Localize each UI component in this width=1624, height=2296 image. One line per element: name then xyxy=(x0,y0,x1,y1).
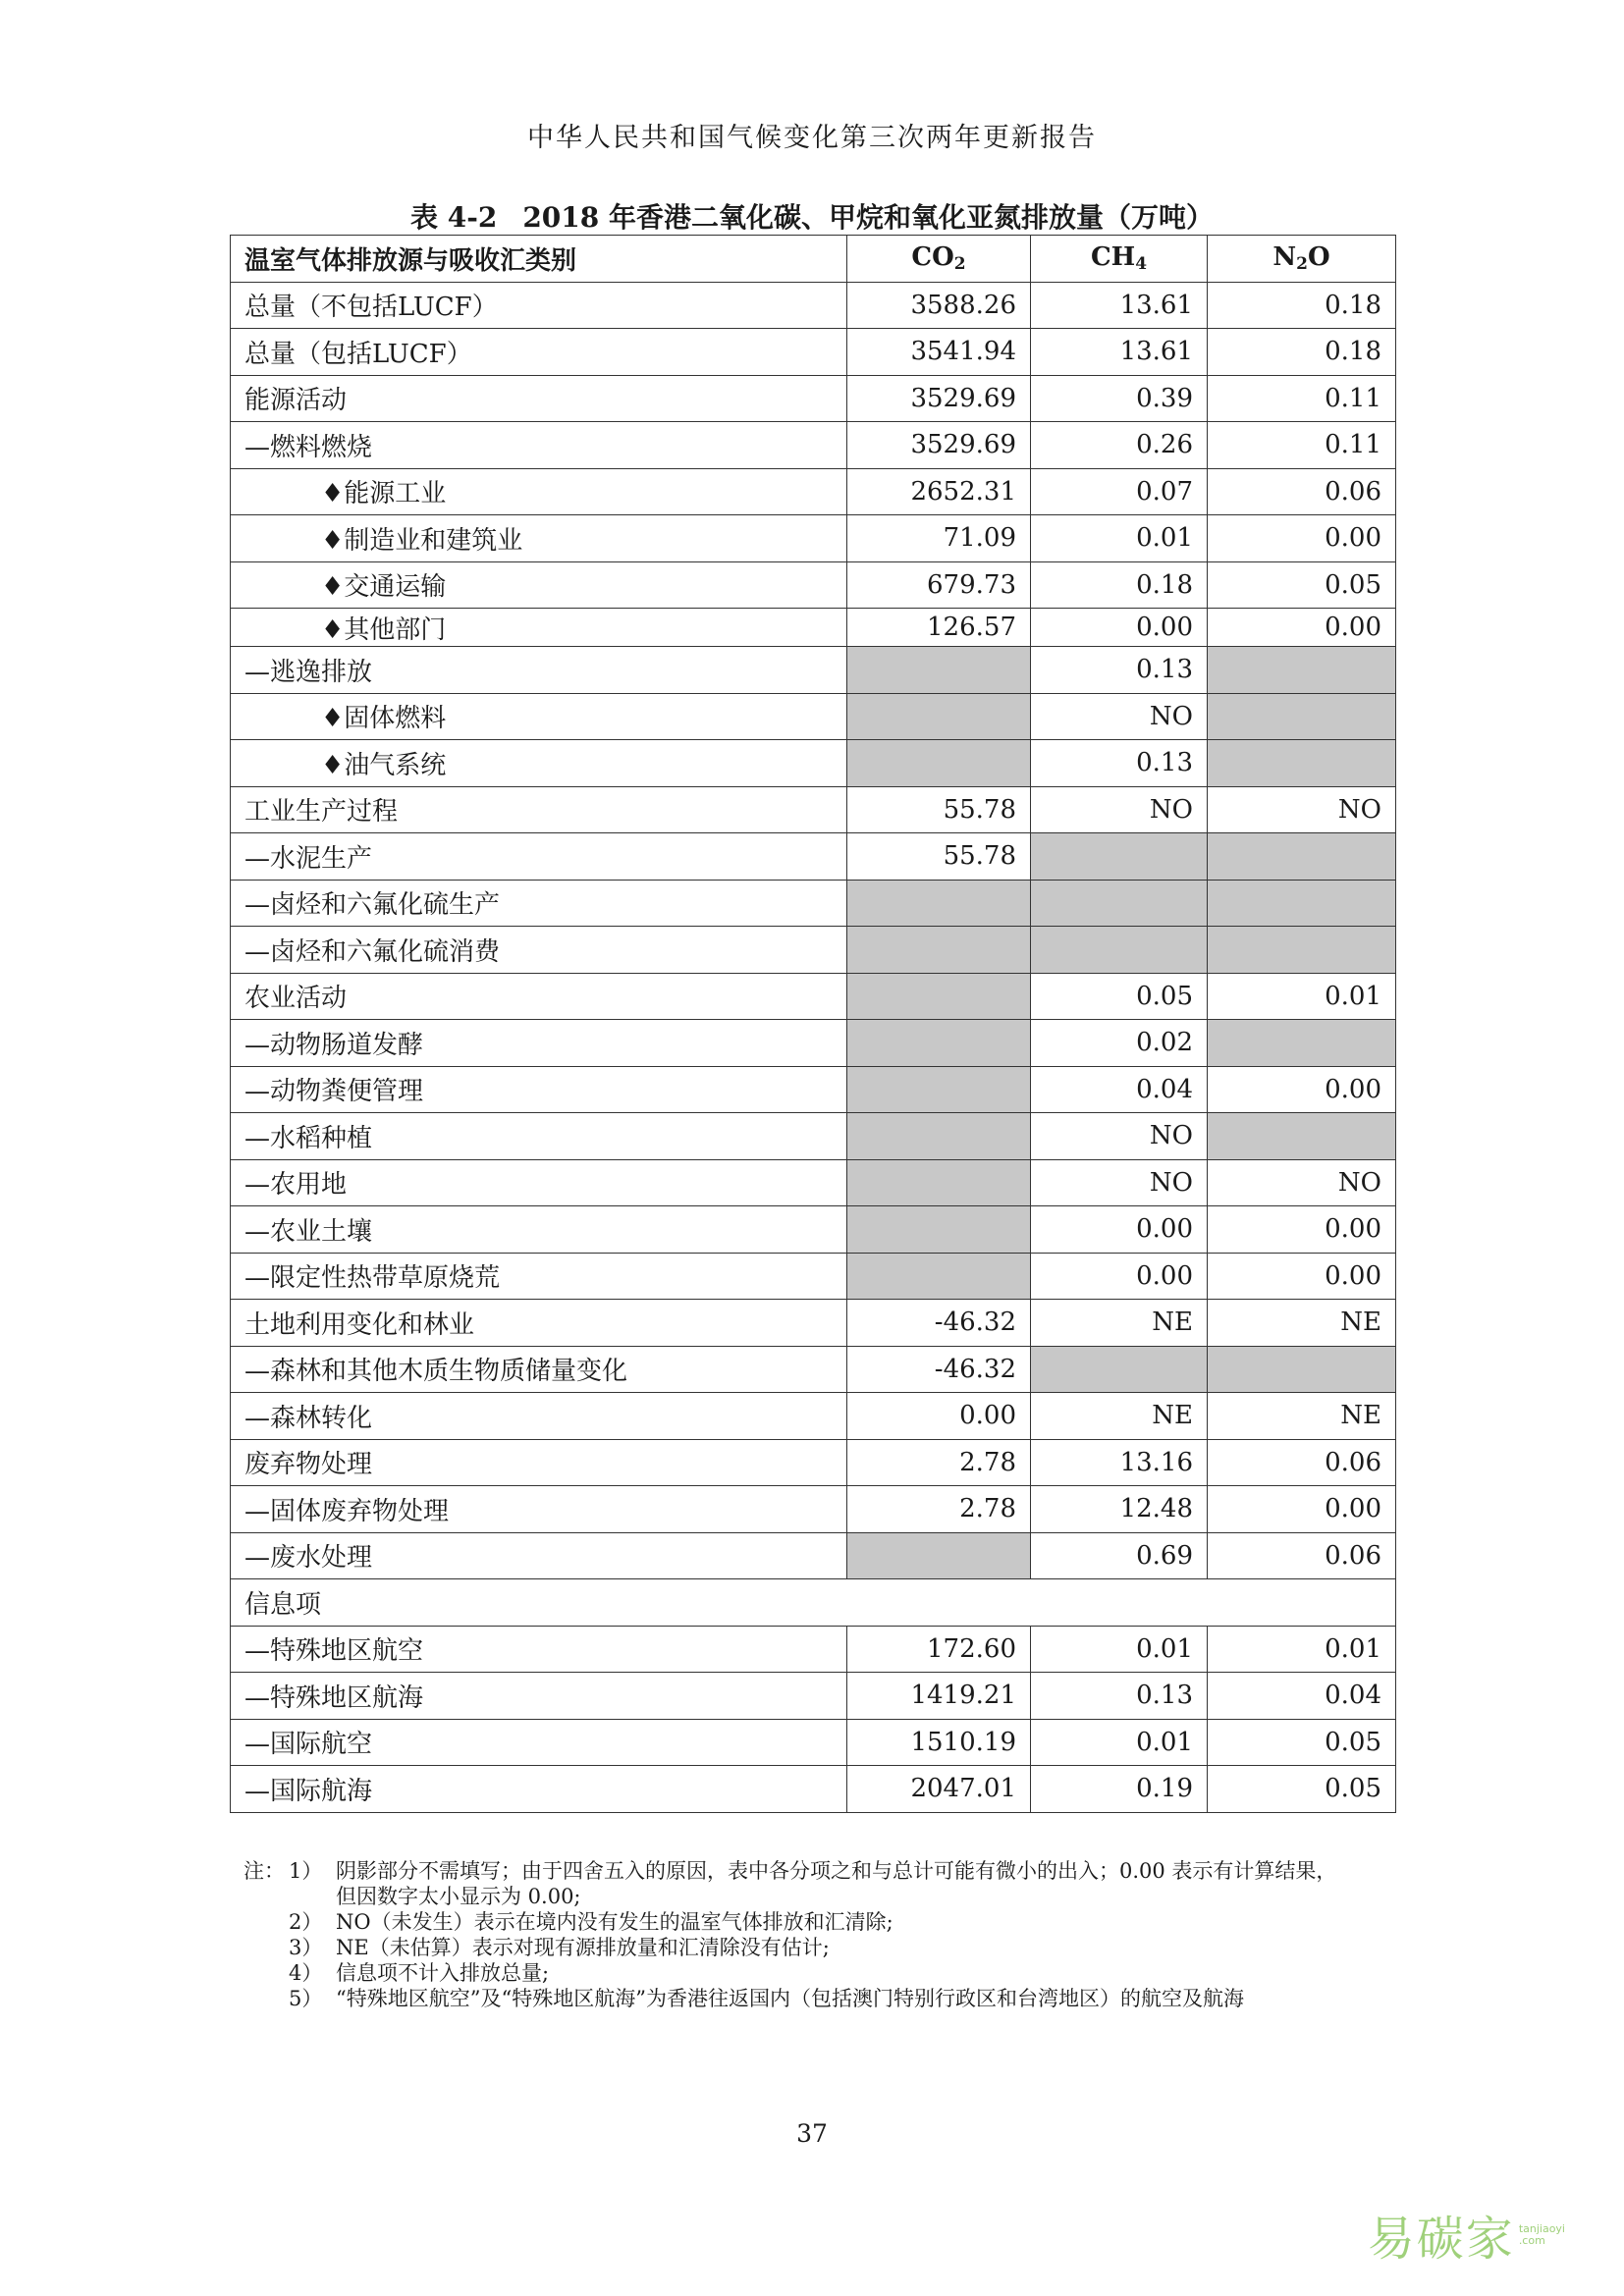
column-header-ch4: $CH_4$ xyxy=(1031,236,1208,283)
cell-co2 xyxy=(847,880,1031,927)
row-label: ♦制造业和建筑业 xyxy=(231,515,847,562)
row-label: —卤烃和六氟化硫生产 xyxy=(231,880,847,927)
cell-co2: 55.78 xyxy=(847,786,1031,833)
column-header-category: 温室气体排放源与吸收汇类别 xyxy=(231,236,847,283)
cell-n2o xyxy=(1208,833,1396,881)
cell-n2o: 0.05 xyxy=(1208,561,1396,609)
note-item: 5） “特殊地区航空”及“特殊地区航海”为香港往返国内（包括澳门特别行政区和台湾地区）的航空及航海 xyxy=(289,1987,1244,2010)
cell-ch4: 13.61 xyxy=(1031,282,1208,329)
row-label: —燃料燃烧 xyxy=(231,422,847,469)
table-header-row xyxy=(231,236,1396,283)
cell-co2: 126.57 xyxy=(847,609,1031,647)
cell-co2: 172.60 xyxy=(847,1626,1031,1673)
notes-prefix: 注： xyxy=(244,1859,285,1883)
cell-ch4: 0.05 xyxy=(1031,973,1208,1020)
table-row xyxy=(231,927,1396,974)
row-label: —固体废弃物处理 xyxy=(231,1486,847,1533)
row-label: —卤烃和六氟化硫消费 xyxy=(231,927,847,974)
cell-n2o: NO xyxy=(1208,786,1396,833)
cell-n2o: 0.05 xyxy=(1208,1766,1396,1813)
cell-n2o xyxy=(1208,1113,1396,1160)
cell-ch4 xyxy=(1031,927,1208,974)
cell-co2 xyxy=(847,973,1031,1020)
table-row xyxy=(231,1766,1396,1813)
table-row xyxy=(231,515,1396,562)
cell-n2o xyxy=(1208,693,1396,740)
table-row xyxy=(231,740,1396,787)
row-label: —水泥生产 xyxy=(231,833,847,881)
note-item-continuation: 但因数字太小显示为 0.00; xyxy=(336,1885,581,1908)
cell-ch4: NO xyxy=(1031,693,1208,740)
table-number: 表 4-2 xyxy=(409,201,498,234)
cell-ch4: 0.04 xyxy=(1031,1066,1208,1113)
cell-co2 xyxy=(847,1066,1031,1113)
cell-n2o xyxy=(1208,880,1396,927)
row-label: ♦其他部门 xyxy=(231,609,847,647)
row-label: ♦固体燃料 xyxy=(231,693,847,740)
table-row xyxy=(231,647,1396,694)
table-row xyxy=(231,329,1396,376)
table-row xyxy=(231,422,1396,469)
cell-co2 xyxy=(847,1532,1031,1579)
cell-co2: 3588.26 xyxy=(847,282,1031,329)
row-label: —特殊地区航海 xyxy=(231,1673,847,1720)
emissions-table xyxy=(230,235,1396,1813)
row-label: —农业土壤 xyxy=(231,1206,847,1254)
cell-n2o: NO xyxy=(1208,1159,1396,1206)
table-row xyxy=(231,1626,1396,1673)
cell-co2: 1419.21 xyxy=(847,1673,1031,1720)
table-row xyxy=(231,1673,1396,1720)
row-label: ♦能源工业 xyxy=(231,468,847,515)
table-row xyxy=(231,1439,1396,1486)
cell-ch4: NO xyxy=(1031,1159,1208,1206)
cell-co2: 55.78 xyxy=(847,833,1031,881)
table-row xyxy=(231,1486,1396,1533)
cell-ch4: NE xyxy=(1031,1393,1208,1440)
cell-n2o: 0.18 xyxy=(1208,329,1396,376)
table-row xyxy=(231,1206,1396,1254)
row-label: —特殊地区航空 xyxy=(231,1626,847,1673)
row-label: ♦油气系统 xyxy=(231,740,847,787)
table-row xyxy=(231,1346,1396,1393)
row-label: 总量（不包括LUCF） xyxy=(231,282,847,329)
table-row xyxy=(231,609,1396,647)
column-header-co2: $CO_2$ xyxy=(847,236,1031,283)
cell-ch4: NE xyxy=(1031,1300,1208,1347)
row-label: ♦交通运输 xyxy=(231,561,847,609)
table-row xyxy=(231,561,1396,609)
cell-ch4: 13.61 xyxy=(1031,329,1208,376)
table-row xyxy=(231,1579,1396,1627)
cell-ch4 xyxy=(1031,880,1208,927)
cell-co2: 3529.69 xyxy=(847,375,1031,422)
cell-n2o: 0.00 xyxy=(1208,515,1396,562)
cell-co2 xyxy=(847,693,1031,740)
table-row xyxy=(231,282,1396,329)
cell-n2o: 0.00 xyxy=(1208,1253,1396,1300)
row-label: —动物粪便管理 xyxy=(231,1066,847,1113)
table-row xyxy=(231,1253,1396,1300)
row-label: —废水处理 xyxy=(231,1532,847,1579)
table-row xyxy=(231,1719,1396,1766)
table-notes xyxy=(244,1858,1402,2011)
cell-ch4: 0.19 xyxy=(1031,1766,1208,1813)
watermark-logo xyxy=(1368,2201,1565,2269)
cell-n2o: 0.00 xyxy=(1208,1206,1396,1254)
running-header: 中华人民共和国气候变化第三次两年更新报告 xyxy=(527,123,1097,153)
table-row xyxy=(231,1532,1396,1579)
cell-ch4: 0.18 xyxy=(1031,561,1208,609)
table-row xyxy=(231,693,1396,740)
cell-co2: -46.32 xyxy=(847,1300,1031,1347)
cell-co2: 679.73 xyxy=(847,561,1031,609)
row-label: 废弃物处理 xyxy=(231,1439,847,1486)
cell-ch4: 0.39 xyxy=(1031,375,1208,422)
row-label: 工业生产过程 xyxy=(231,786,847,833)
table-row xyxy=(231,786,1396,833)
cell-n2o: 0.00 xyxy=(1208,1066,1396,1113)
note-item: 3） NE（未估算）表示对现有源排放量和汇清除没有估计; xyxy=(289,1936,830,1959)
cell-ch4: 13.16 xyxy=(1031,1439,1208,1486)
cell-n2o: 0.18 xyxy=(1208,282,1396,329)
column-header-n2o: $N_2O$ xyxy=(1208,236,1396,283)
cell-co2 xyxy=(847,1113,1031,1160)
cell-n2o: NE xyxy=(1208,1300,1396,1347)
cell-n2o xyxy=(1208,740,1396,787)
cell-co2 xyxy=(847,740,1031,787)
table-row xyxy=(231,880,1396,927)
cell-co2: -46.32 xyxy=(847,1346,1031,1393)
cell-n2o: 0.00 xyxy=(1208,609,1396,647)
cell-n2o: NE xyxy=(1208,1393,1396,1440)
cell-ch4 xyxy=(1031,833,1208,881)
cell-n2o: 0.06 xyxy=(1208,468,1396,515)
cell-co2: 2652.31 xyxy=(847,468,1031,515)
note-item: 注： 1） 阴影部分不需填写；由于四舍五入的原因，表中各分项之和与总计可能有微小的出入；0.00 表示有计算结果， xyxy=(244,1859,1337,1883)
cell-n2o: 0.11 xyxy=(1208,422,1396,469)
row-label: —农用地 xyxy=(231,1159,847,1206)
cell-co2: 0.00 xyxy=(847,1393,1031,1440)
row-label: —水稻种植 xyxy=(231,1113,847,1160)
cell-n2o xyxy=(1208,1020,1396,1067)
cell-n2o: 0.06 xyxy=(1208,1532,1396,1579)
row-label: 土地利用变化和林业 xyxy=(231,1300,847,1347)
row-label: —国际航空 xyxy=(231,1719,847,1766)
cell-ch4: 0.13 xyxy=(1031,647,1208,694)
cell-co2 xyxy=(847,1253,1031,1300)
cell-co2 xyxy=(847,647,1031,694)
cell-n2o: 0.01 xyxy=(1208,973,1396,1020)
cell-n2o: 0.00 xyxy=(1208,1486,1396,1533)
cell-co2: 3529.69 xyxy=(847,422,1031,469)
cell-co2: 1510.19 xyxy=(847,1719,1031,1766)
table-row xyxy=(231,1066,1396,1113)
table-row xyxy=(231,973,1396,1020)
row-label: —动物肠道发酵 xyxy=(231,1020,847,1067)
cell-co2: 2047.01 xyxy=(847,1766,1031,1813)
cell-ch4: 0.69 xyxy=(1031,1532,1208,1579)
cell-co2: 3541.94 xyxy=(847,329,1031,376)
cell-ch4: NO xyxy=(1031,786,1208,833)
cell-n2o: 0.11 xyxy=(1208,375,1396,422)
cell-ch4: 0.13 xyxy=(1031,1673,1208,1720)
table-row xyxy=(231,833,1396,881)
cell-ch4: 0.01 xyxy=(1031,515,1208,562)
cell-ch4 xyxy=(1031,1346,1208,1393)
cell-n2o: 0.01 xyxy=(1208,1626,1396,1673)
cell-n2o xyxy=(1208,927,1396,974)
cell-n2o: 0.04 xyxy=(1208,1673,1396,1720)
note-item: 2） NO（未发生）表示在境内没有发生的温室气体排放和汇清除; xyxy=(289,1910,893,1934)
cell-co2 xyxy=(847,927,1031,974)
cell-ch4: 0.02 xyxy=(1031,1020,1208,1067)
table-body xyxy=(231,282,1396,1812)
row-label: 能源活动 xyxy=(231,375,847,422)
cell-ch4: 0.13 xyxy=(1031,740,1208,787)
cell-n2o xyxy=(1208,1346,1396,1393)
row-label: —森林和其他木质生物质储量变化 xyxy=(231,1346,847,1393)
cell-ch4: 0.01 xyxy=(1031,1626,1208,1673)
cell-co2 xyxy=(847,1159,1031,1206)
table-title xyxy=(0,196,1624,236)
cell-co2 xyxy=(847,1206,1031,1254)
row-label: 总量（包括LUCF） xyxy=(231,329,847,376)
cell-co2: 2.78 xyxy=(847,1486,1031,1533)
cell-co2 xyxy=(847,1020,1031,1067)
cell-ch4: 0.07 xyxy=(1031,468,1208,515)
cell-ch4: 0.00 xyxy=(1031,609,1208,647)
table-row xyxy=(231,1020,1396,1067)
row-label: —森林转化 xyxy=(231,1393,847,1440)
row-label: 农业活动 xyxy=(231,973,847,1020)
cell-ch4: 0.26 xyxy=(1031,422,1208,469)
table-row xyxy=(231,375,1396,422)
row-label: —限定性热带草原烧荒 xyxy=(231,1253,847,1300)
cell-ch4: 0.01 xyxy=(1031,1719,1208,1766)
cell-ch4: 0.00 xyxy=(1031,1253,1208,1300)
cell-co2: 2.78 xyxy=(847,1439,1031,1486)
table-caption: 2018 年香港二氧化碳、甲烷和氧化亚氮排放量（万吨） xyxy=(522,201,1215,234)
cell-ch4: 0.00 xyxy=(1031,1206,1208,1254)
cell-ch4: NO xyxy=(1031,1113,1208,1160)
cell-co2: 71.09 xyxy=(847,515,1031,562)
cell-n2o: 0.05 xyxy=(1208,1719,1396,1766)
watermark-domain: tanjiaoyi .com xyxy=(1518,2221,1565,2247)
page-number: 37 xyxy=(796,2119,828,2148)
table-row xyxy=(231,468,1396,515)
table-row xyxy=(231,1300,1396,1347)
row-label: —国际航海 xyxy=(231,1766,847,1813)
row-label: 信息项 xyxy=(231,1579,1396,1627)
cell-ch4: 12.48 xyxy=(1031,1486,1208,1533)
row-label: —逃逸排放 xyxy=(231,647,847,694)
table-row xyxy=(231,1393,1396,1440)
cell-n2o xyxy=(1208,647,1396,694)
cell-n2o: 0.06 xyxy=(1208,1439,1396,1486)
note-item: 4） 信息项不计入排放总量; xyxy=(289,1961,550,1985)
table-row xyxy=(231,1113,1396,1160)
watermark-text: 易碳家 xyxy=(1367,2212,1515,2267)
table-row xyxy=(231,1159,1396,1206)
